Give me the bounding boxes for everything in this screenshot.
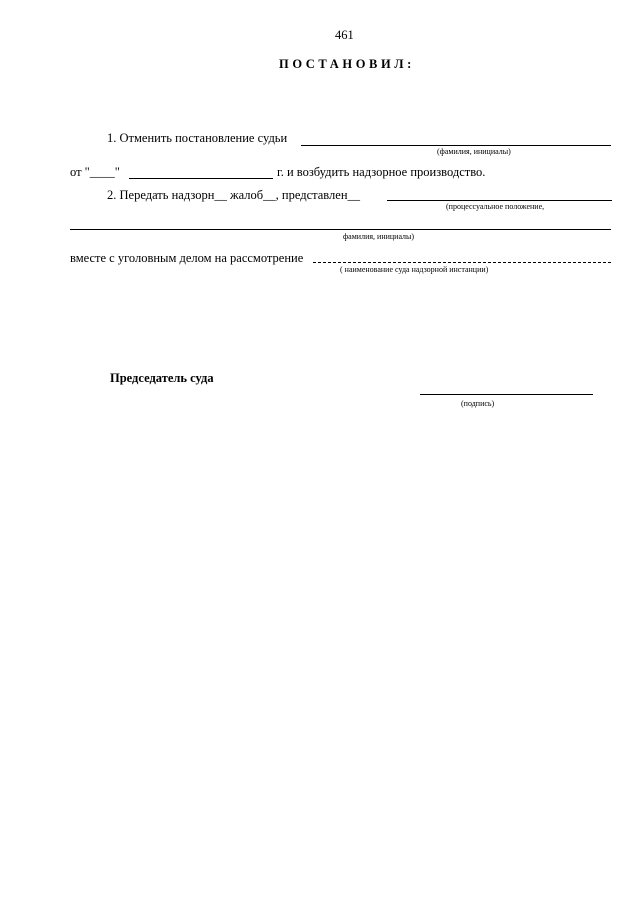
court-name-line [313,262,611,263]
court-name-caption: ( наименование суда надзорной инстанции) [340,265,489,274]
date-suffix: г. и возбудить надзорное производство. [277,165,486,179]
date-line [129,178,273,179]
document-title: ПОСТАНОВИЛ: [279,57,415,71]
full-name-caption: фамилия, инициалы) [343,232,415,241]
chairman-label: Председатель суда [110,371,214,385]
signature-caption: (подпись) [461,399,495,408]
signature-line [420,394,593,395]
case-text: вместе с уголовным делом на рассмотрение [70,251,304,265]
procedural-status-line [387,200,612,201]
judge-name-line [301,145,611,146]
clause-1-text: 1. Отменить постановление судьи [107,131,288,145]
full-name-line [70,229,611,230]
clause-2-text: 2. Передать надзорн__ жалоб__, представлен__ [107,188,361,202]
procedural-status-caption: (процессуальное положение, [446,202,545,211]
page-number: 461 [335,28,354,42]
judge-name-caption: (фамилия, инициалы) [437,147,511,156]
date-prefix: от "____" [70,165,120,179]
